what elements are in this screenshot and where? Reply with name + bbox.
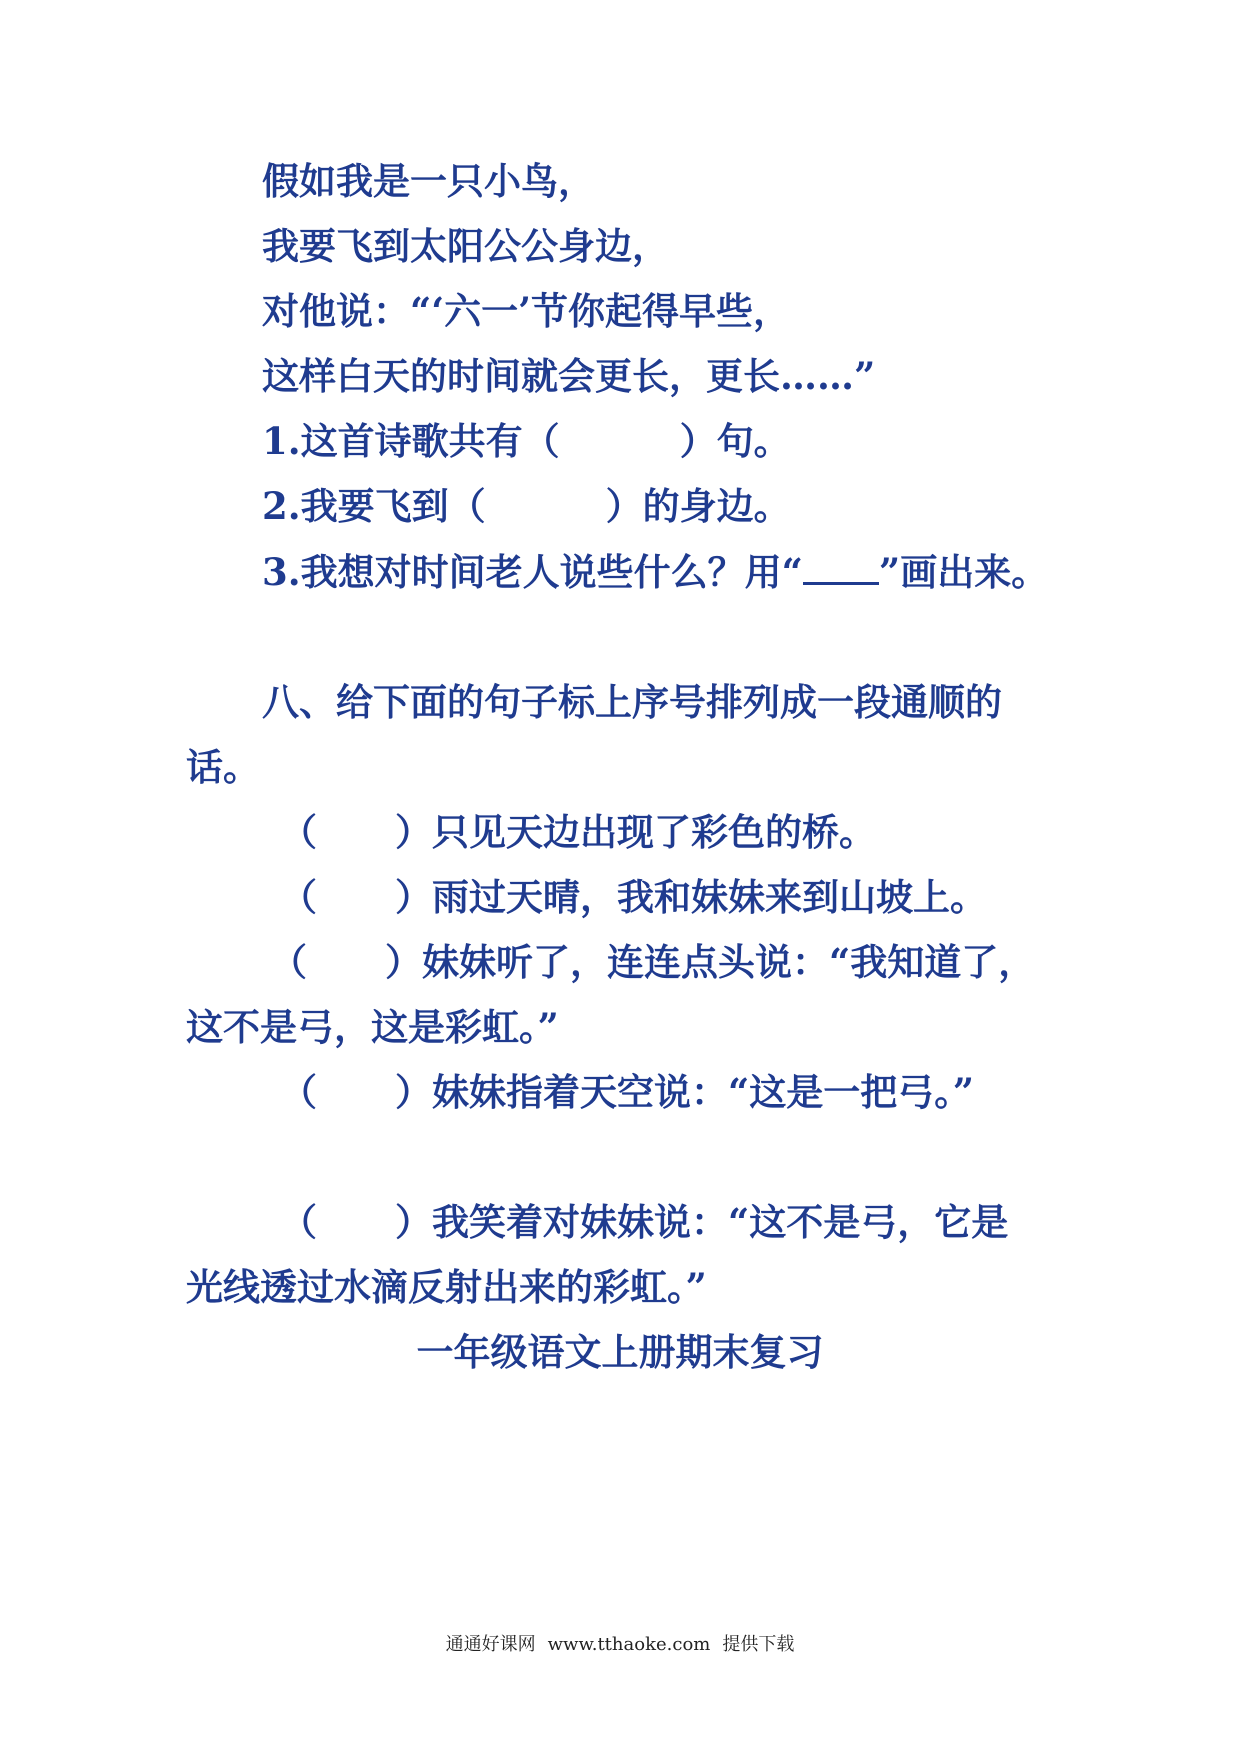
question-1 xyxy=(262,417,791,465)
sentence-3-cont: 这不是弓，这是彩虹。” xyxy=(186,1005,559,1049)
paren-open: （ xyxy=(280,1200,317,1244)
sentence-1-text: 只见天边出现了彩色的桥。 xyxy=(432,810,876,854)
sentence-2-text: 雨过天晴，我和妹妹来到山坡上。 xyxy=(432,875,987,919)
poem-line-4: 这样白天的时间就会更长，更长……” xyxy=(262,354,876,398)
section-8-title-cont: 话。 xyxy=(186,745,260,789)
question-1-start: 1.这首诗歌共有（ xyxy=(262,419,560,463)
question-3-start: 3.我想对时间老人说些什么？用“ xyxy=(262,550,803,594)
poem-line-3: 对他说：“‘六一’节你起得早些， xyxy=(262,289,791,333)
page-footer xyxy=(0,1633,1240,1657)
sentence-1 xyxy=(280,808,876,856)
question-2-end: ）的身边。 xyxy=(605,484,791,528)
underline-sample xyxy=(803,552,879,585)
paren-close: ） xyxy=(395,810,432,854)
sentence-2 xyxy=(280,873,987,921)
section-8-title: 八、给下面的句子标上序号排列成一段通顺的 xyxy=(262,680,1002,724)
sentence-5-cont: 光线透过水滴反射出来的彩虹。” xyxy=(186,1265,707,1309)
paren-close: ） xyxy=(395,1200,432,1244)
paren-open: （ xyxy=(280,875,317,919)
paren-open: （ xyxy=(270,940,307,984)
footer-url[interactable]: www.tthaoke.com xyxy=(547,1634,711,1655)
sentence-5 xyxy=(280,1198,1008,1246)
paren-open: （ xyxy=(280,1070,317,1114)
review-heading: 一年级语文上册期末复习 xyxy=(416,1330,824,1374)
question-3 xyxy=(262,548,1048,596)
footer-site-name: 通通好课网 xyxy=(445,1634,536,1655)
sentence-3-text: 妹妹听了，连连点头说：“我知道了， xyxy=(422,940,1036,984)
footer-suffix: 提供下载 xyxy=(722,1634,795,1655)
question-2-start: 2.我要飞到（ xyxy=(262,484,486,528)
paren-open: （ xyxy=(280,810,317,854)
poem-line-2: 我要飞到太阳公公身边， xyxy=(262,224,669,268)
question-3-end: ”画出来。 xyxy=(878,550,1049,594)
sentence-5-text: 我笑着对妹妹说：“这不是弓，它是 xyxy=(432,1200,1009,1244)
paren-close: ） xyxy=(395,875,432,919)
paren-close: ） xyxy=(395,1070,432,1114)
question-2 xyxy=(262,482,791,530)
paren-close: ） xyxy=(385,940,422,984)
question-1-end: ）句。 xyxy=(679,419,791,463)
sentence-4-text: 妹妹指着天空说：“这是一把弓。” xyxy=(432,1070,975,1114)
sentence-3 xyxy=(270,938,1035,986)
poem-line-1: 假如我是一只小鸟， xyxy=(262,159,595,203)
sentence-4 xyxy=(280,1068,974,1116)
